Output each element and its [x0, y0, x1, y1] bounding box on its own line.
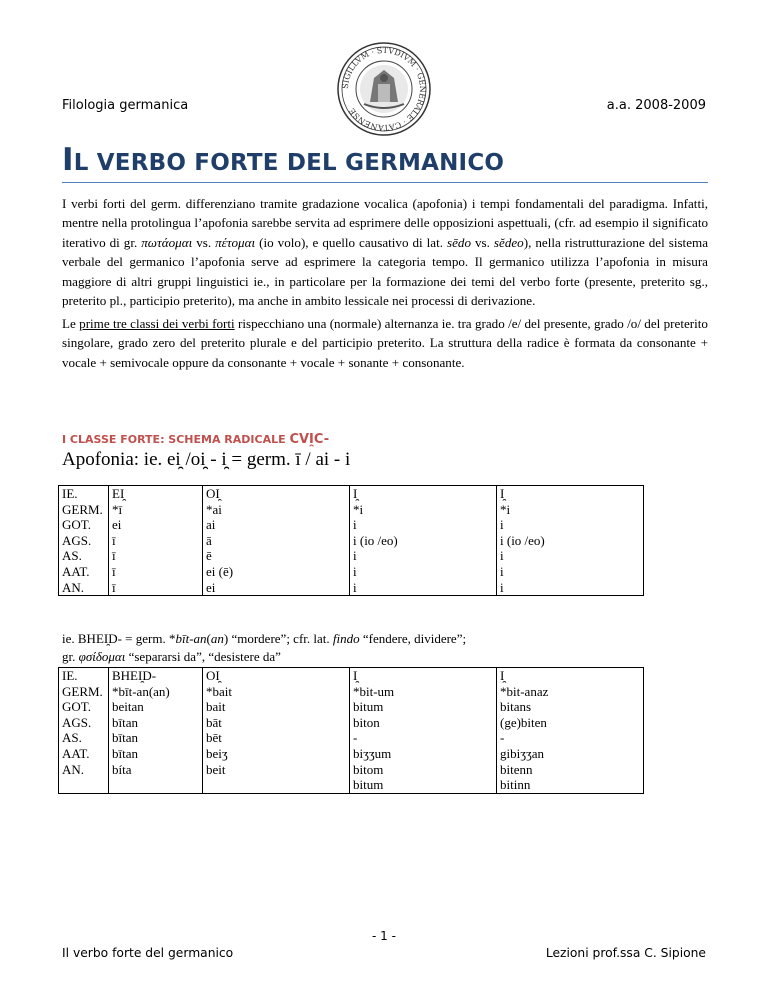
- table-cell: ei: [203, 580, 350, 596]
- text-run: vs.: [192, 234, 216, 250]
- table-cell: bītan: [109, 746, 203, 762]
- section-heading-text: I CLASSE FORTE: SCHEMA RADICALE: [62, 433, 290, 446]
- table-row: [59, 564, 644, 580]
- table-cell: i (io /eo): [497, 533, 644, 549]
- table-cell: bitenn: [497, 762, 644, 778]
- table-cell: *i: [350, 502, 497, 518]
- table-cell: AS.: [59, 730, 109, 746]
- table-cell: GOT.: [59, 517, 109, 533]
- intro-paragraph-1: [62, 194, 708, 310]
- table-cell: bītan: [109, 730, 203, 746]
- text-run: I verbi forti del germ. differenziano tramite gradazione vocalica (apofonia) i tempi fondamentali del paradigma. Infatti, mentre nella protolingua l’apofonia sarebbe servita ad esprimere delle opposizioni aspettuali, (cfr. ad esempio il significato iterativo di gr.: [62, 196, 708, 250]
- table-cell: i: [497, 548, 644, 564]
- table-cell: AN.: [59, 762, 109, 778]
- table-cell: [203, 777, 350, 793]
- table-row: [59, 548, 644, 564]
- table-cell: AGS.: [59, 533, 109, 549]
- table-cell: bitum: [350, 699, 497, 715]
- table-cell: i: [497, 564, 644, 580]
- table-cell: ā: [203, 533, 350, 549]
- table-cell: [109, 777, 203, 793]
- text-run: findo: [332, 631, 360, 646]
- table-cell: bitum: [350, 777, 497, 793]
- intro-paragraph-2: [62, 314, 708, 372]
- text-run: (io volo), e quello causativo di lat.: [255, 234, 447, 250]
- table-cell: IE.: [59, 486, 109, 502]
- text-run: Le: [62, 316, 80, 331]
- table-cell: I̯: [497, 668, 644, 684]
- table-cell: biton: [350, 715, 497, 731]
- table-cell: [59, 777, 109, 793]
- section-heading: [62, 432, 329, 447]
- table-cell: *bait: [203, 684, 350, 700]
- table-cell: AGS.: [59, 715, 109, 731]
- table-row: [59, 746, 644, 762]
- table-row: [59, 715, 644, 731]
- table-cell: *ai: [203, 502, 350, 518]
- table-cell: ī: [109, 564, 203, 580]
- page-number: - 1 -: [372, 929, 396, 943]
- text-run: an: [210, 631, 224, 646]
- table-cell: AAT.: [59, 746, 109, 762]
- table-cell: I̯: [350, 668, 497, 684]
- table-cell: AAT.: [59, 564, 109, 580]
- table-cell: AS.: [59, 548, 109, 564]
- table-cell: *i: [497, 502, 644, 518]
- example-line-1: [62, 630, 466, 648]
- table-cell: i: [497, 517, 644, 533]
- title-initial: I: [62, 142, 74, 178]
- table-cell: bitinn: [497, 777, 644, 793]
- header-year: a.a. 2008-2009: [606, 98, 706, 113]
- ablaut-table-bhe-id: [58, 667, 644, 794]
- title-rest: L VERBO FORTE DEL GERMANICO: [73, 150, 505, 176]
- latin-word: sēdo: [447, 234, 472, 250]
- table-cell: OI̯: [203, 668, 350, 684]
- table-cell: (ge)biten: [497, 715, 644, 731]
- table-row: [59, 699, 644, 715]
- text-run: “separarsi da”, “desistere da”: [125, 649, 281, 664]
- greek-word: πωτάομαι: [141, 234, 193, 250]
- table-cell: *bīt-an(an): [109, 684, 203, 700]
- table-cell: *ī: [109, 502, 203, 518]
- table-row: [59, 517, 644, 533]
- text-run: ie. BHEI̯D- = germ. *: [62, 631, 176, 646]
- example-line-2: [62, 648, 466, 666]
- table-row: [59, 486, 644, 502]
- table-cell: GOT.: [59, 699, 109, 715]
- table-cell: ē: [203, 548, 350, 564]
- table-cell: GERM.: [59, 684, 109, 700]
- table-cell: -: [497, 730, 644, 746]
- text-run: bīt-an: [175, 631, 207, 646]
- section-heading-schema: CVI̯C-: [289, 432, 330, 447]
- table-row: [59, 730, 644, 746]
- table-row: [59, 777, 644, 793]
- table-cell: *bit-um: [350, 684, 497, 700]
- seal-text: SIGILLVM · STVDIVM · GENERALE · CATANENSE: [340, 45, 428, 133]
- table-cell: GERM.: [59, 502, 109, 518]
- table-cell: *bit-anaz: [497, 684, 644, 700]
- table-cell: IE.: [59, 668, 109, 684]
- text-run: rispecchiano una (normale) alternanza ie. tra grado /e/ del presente, grado /o/ del preterito singolare, grado zero del preterito plurale e del participio preterito. La struttura della radice è formata da consonante + vocale + semivocale oppure da consonante + vocale + sonante + consonante.: [62, 316, 708, 370]
- text-run: ) “mordere”; cfr. lat.: [223, 631, 333, 646]
- table-cell: bāt: [203, 715, 350, 731]
- table-cell: bait: [203, 699, 350, 715]
- table-cell: i: [350, 517, 497, 533]
- table-row: [59, 668, 644, 684]
- table-cell: i: [350, 580, 497, 596]
- table-cell: i (io /eo): [350, 533, 497, 549]
- ablaut-table-class-1: [58, 485, 644, 596]
- text-run: (: [206, 631, 211, 646]
- text-run: vs.: [471, 234, 494, 250]
- table-cell: ai: [203, 517, 350, 533]
- table-row: [59, 533, 644, 549]
- table-cell: i: [497, 580, 644, 596]
- text-run: “fendere, dividere”;: [359, 631, 467, 646]
- table-cell: bitom: [350, 762, 497, 778]
- table-cell: gibiʒʒan: [497, 746, 644, 762]
- table-cell: i: [350, 564, 497, 580]
- table-cell: bītan: [109, 715, 203, 731]
- table-row: [59, 762, 644, 778]
- table-cell: -: [350, 730, 497, 746]
- example-bhe-id: [62, 630, 466, 666]
- table-cell: AN.: [59, 580, 109, 596]
- table-cell: beiʒ: [203, 746, 350, 762]
- greek-word: πέτομαι: [215, 234, 256, 250]
- table-cell: bíta: [109, 762, 203, 778]
- table-cell: ī: [109, 548, 203, 564]
- table-cell: ī: [109, 580, 203, 596]
- table-cell: bēt: [203, 730, 350, 746]
- table-cell: I̯: [350, 486, 497, 502]
- table-cell: beitan: [109, 699, 203, 715]
- footer-title: Il verbo forte del germanico: [62, 946, 234, 960]
- greek-word: φσίδομαι: [78, 649, 126, 664]
- table-cell: ei (ē): [203, 564, 350, 580]
- footer-author: Lezioni prof.ssa C. Sipione: [545, 946, 706, 960]
- table-cell: bitans: [497, 699, 644, 715]
- table-cell: i: [350, 548, 497, 564]
- text-run: ), nella ristrutturazione del sistema verbale del germanico l’apofonia serve ad esprimere la categoria tempo. Il germanico utilizza l’apofonia in misura maggiore di altri gruppi linguistici ie., in particolare per la formazione dei temi del verbo forte (presente, preterito sg., preterito pl., participio preterito), ma anche in ambito lessicale nei processi di derivazione.: [62, 234, 708, 309]
- table-cell: OI̯: [203, 486, 350, 502]
- table-cell: BHEI̯D-: [109, 668, 203, 684]
- table-row: [59, 684, 644, 700]
- table-cell: I̯: [497, 486, 644, 502]
- university-seal-icon: [334, 40, 434, 138]
- table-cell: ī: [109, 533, 203, 549]
- latin-word: sĕdeo: [493, 234, 524, 250]
- table-cell: ei: [109, 517, 203, 533]
- page-title: [62, 142, 708, 183]
- table-cell: EI̯: [109, 486, 203, 502]
- table-row: [59, 502, 644, 518]
- header-course: Filologia germanica: [62, 98, 189, 113]
- underlined-phrase: prime tre classi dei verbi forti: [79, 316, 235, 331]
- table-row: [59, 580, 644, 596]
- table-cell: beit: [203, 762, 350, 778]
- table-cell: biʒʒum: [350, 746, 497, 762]
- text-run: gr.: [62, 649, 79, 664]
- apofonia-formula: Apofonia: ie. ei̯ /oi̯ - i̯ = germ. ī / ai - i: [62, 449, 351, 470]
